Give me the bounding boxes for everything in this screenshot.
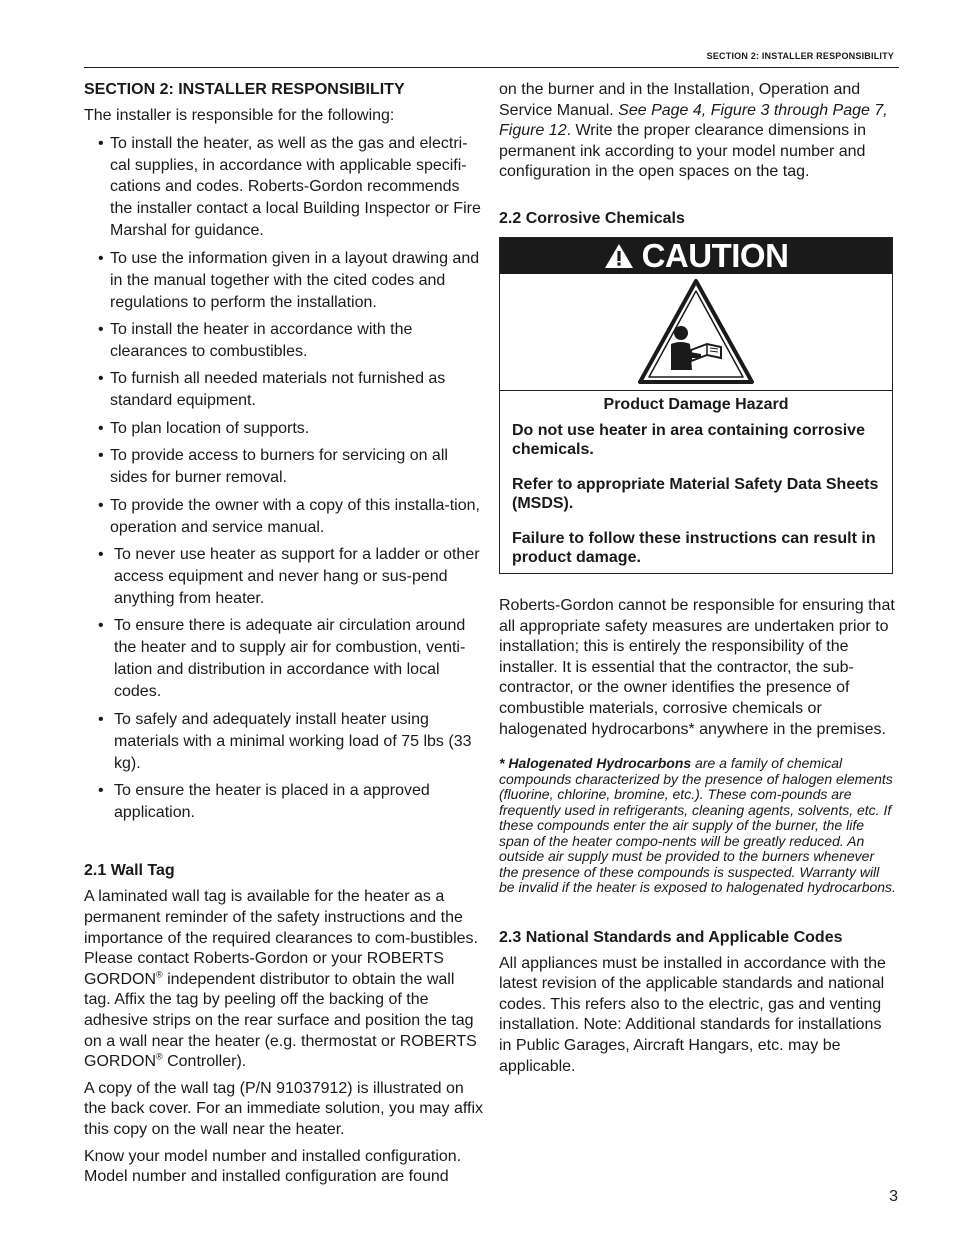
section-2-intro: The installer is responsible for the following: bbox=[84, 107, 395, 124]
caution-line-1: Do not use heater in area containing corrosive chemicals. bbox=[512, 421, 865, 458]
list-item: • To use the information given in a layout drawing and in the manual together with the cited codes and regulations to perform the installation. bbox=[98, 248, 484, 314]
caution-line-3: Failure to follow these instructions can result in product damage. bbox=[512, 529, 876, 566]
list-item: • To plan location of supports. bbox=[98, 418, 484, 440]
list-item: • To never use heater as support for a ladder or other access equipment and never hang or sus-pend anything from heater. bbox=[98, 544, 484, 610]
header-rule bbox=[84, 67, 899, 68]
running-header: SECTION 2: INSTALLER RESPONSIBILITY bbox=[706, 51, 894, 61]
wall-tag-continuation: on the burner and in the Installation, Operation and Service Manual. See Page 4, Figure 3 through Page 7, Figure 12. Write the proper clearance dimensions in permanent ink according to your model number and configuration in the open spaces on the tag. bbox=[499, 81, 888, 181]
corrosive-body: Roberts-Gordon cannot be responsible for ensuring that all appropriate safety measures are undertaken prior to installation; this is entirely the responsibility of the installer. It is essential that the contractor, the sub-contractor, or the owner identifies the presence of combustible materials, corrosive chemicals or halogenated hydrocarbons* anywhere in the premises. bbox=[499, 596, 895, 738]
wall-tag-paragraph-2: A copy of the wall tag (P/N 91037912) is illustrated on the back cover. For an immediate solution, you may affix this copy on the wall near the heater. bbox=[84, 1079, 484, 1138]
caution-message bbox=[500, 391, 892, 573]
hazard-title: Product Damage Hazard bbox=[603, 395, 789, 413]
list-item: • To provide the owner with a copy of this installa-tion, operation and service manual. bbox=[98, 495, 484, 539]
list-item: • To furnish all needed materials not furnished as standard equipment. bbox=[98, 368, 484, 412]
caution-line-2: Refer to appropriate Material Safety Data Sheets (MSDS). bbox=[512, 475, 879, 512]
corrosive-heading: 2.2 Corrosive Chemicals bbox=[499, 209, 685, 227]
read-manual-icon bbox=[637, 278, 755, 386]
warning-triangle-icon bbox=[604, 243, 634, 269]
section-2-heading: SECTION 2: INSTALLER RESPONSIBILITY bbox=[84, 81, 405, 98]
wall-tag-paragraph-1: A laminated wall tag is available for the heater as a permanent reminder of the safety instructions and the importance of the required clearances to com-bustibles. Please contact Roberts-Gordon or your ROBERTS GORDON® independent distributor to obtain the wall tag. Affix the tag by peeling off the backing of the adhesive strips on the rear surface and position the tag on a wall near the heater (e.g. thermostat or ROBERTS GORDON® Controller). bbox=[84, 888, 478, 1071]
standards-body: All appliances must be installed in accordance with the latest revision of the applicable standards and national codes. This refers also to the electric, gas and venting installation. Note: Additional standards for installations in Public Garages, Aircraft Hangars, etc. may be applicable. bbox=[499, 954, 886, 1075]
list-item: • To ensure the heater is placed in a approved application. bbox=[98, 780, 484, 824]
wall-tag-paragraph-3: Know your model number and installed configuration. Model number and installed configuration are found bbox=[84, 1147, 462, 1186]
list-item: • To ensure there is adequate air circulation around the heater and to supply air for combustion, venti-lation and distribution in accordance with local codes. bbox=[98, 615, 484, 703]
caution-bar bbox=[500, 238, 892, 274]
right-column bbox=[499, 80, 897, 1083]
responsibility-list bbox=[98, 133, 484, 824]
halogenated-note: * Halogenated Hydrocarbons are a family of chemical compounds characterized by the presence of halogen elements (fluorine, chlorine, bromine, etc.). These com-pounds are frequently used in refrigerants, cleaning agents, solvents, etc. If these compounds enter the air supply of the burner, the life span of the heater compo-nents will be greatly reduced. An outside air supply must be provided to the burners whenever the presence of these compounds is suspected. Warranty will be invalid if the heater is exposed to halogenated hydrocarbons. bbox=[499, 755, 896, 896]
page-number: 3 bbox=[889, 1188, 898, 1205]
list-item: • To install the heater in accordance with the clearances to combustibles. bbox=[98, 319, 484, 363]
list-item: • To install the heater, as well as the gas and electri-cal supplies, in accordance with applicable specifi-cations and codes. Roberts-Gordon recommends the installer contact a local Building Inspector or Fire Marshal for guidance. bbox=[98, 133, 484, 243]
caution-label: CAUTION bbox=[641, 236, 789, 274]
caution-pictogram bbox=[500, 274, 892, 391]
list-item: • To provide access to burners for servicing on all sides for burner removal. bbox=[98, 445, 484, 489]
left-column bbox=[84, 80, 484, 1194]
list-item: • To safely and adequately install heater using materials with a minimal working load of 75 lbs (33 kg). bbox=[98, 709, 484, 775]
standards-heading: 2.3 National Standards and Applicable Codes bbox=[499, 928, 843, 946]
caution-box bbox=[499, 237, 893, 574]
figure-reference: See Page 4, Figure 3 through Page 7, Figure 12 bbox=[499, 101, 888, 140]
wall-tag-heading: 2.1 Wall Tag bbox=[84, 862, 175, 880]
